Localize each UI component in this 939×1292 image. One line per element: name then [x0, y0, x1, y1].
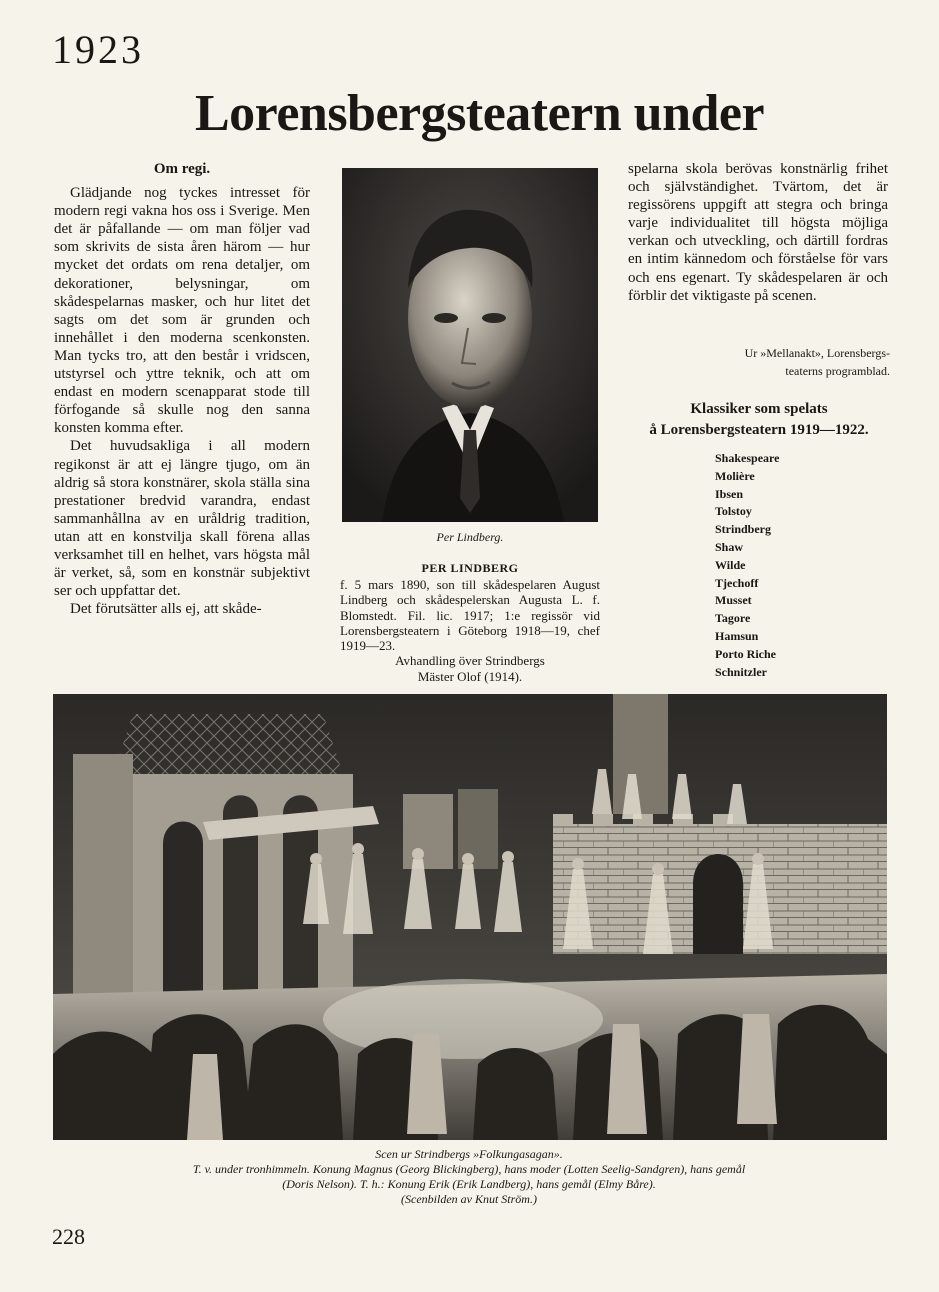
year-heading: 1923	[52, 27, 144, 72]
stage-photo	[53, 694, 887, 1140]
portrait-photo	[342, 168, 598, 522]
photo-caption-line: T. v. under tronhimmeln. Konung Magnus (Georg Blickingberg), hans moder (Lotten Seelig-Sandgren), hans gemål	[192, 1162, 746, 1176]
bio-thesis-line-2: Mäster Olof (1914).	[417, 668, 523, 684]
classics-heading-line-1: Klassiker som spelats	[690, 401, 828, 417]
article-source	[628, 344, 890, 380]
list-item: Shakespeare	[715, 451, 780, 465]
classics-heading-line-2: å Lorensbergsteatern 1919—1922.	[649, 422, 869, 438]
bio-text: f. 5 mars 1890, son till skådespelaren August Lindberg och skådespelerskan Augusta L. f. Blomstedt. Fil. lic. 1917; 1:e regissör vid Lorensbergsteatern i Göteborg 1918—19, chef 1919—23.	[340, 577, 600, 654]
article-paragraph: Det förutsätter alls ej, att skåde-	[70, 601, 262, 618]
bio-heading: PER LINDBERG	[421, 561, 519, 575]
article-subheading: Om regi.	[153, 161, 211, 177]
list-item: Tolstoy	[715, 504, 752, 519]
list-item: Shaw	[715, 539, 744, 554]
photo-caption	[44, 1147, 894, 1207]
portrait-caption: Per Lindberg.	[436, 530, 504, 544]
list-item: Wilde	[715, 557, 746, 572]
bio-thesis-line-1: Avhandling över Strindbergs	[395, 653, 545, 669]
photo-caption-line: (Doris Nelson). T. h.: Konung Erik (Erik Landberg), hans gemål (Elmy Båre).	[282, 1177, 656, 1191]
photo-caption-credit: (Scenbilden av Knut Ström.)	[401, 1192, 537, 1206]
photo-caption-title: Scen ur Strindbergs »Folkungasagan».	[375, 1147, 563, 1161]
page-number: 228	[52, 1224, 85, 1249]
page-headline: Lorensbergsteatern under	[195, 85, 765, 142]
classics-list	[715, 450, 779, 681]
list-item: Hamsun	[715, 628, 759, 643]
bio-text-block	[340, 577, 600, 684]
list-item: Ibsen	[715, 486, 744, 501]
article-paragraph: Glädjande nog tyckes intresset för modern regi vakna hos oss i Sverige. Men det är påfallande — om man följer vad som skrivits de sista åren härom — hur mycket det ordats om rena detaljer, om dekorationer, belysningar, om skådespelarnas masker, och hur litet det sagts om det som är grunden och innehållet i den moderna scenkonsten. Man tycks tro, att den består i vridscen, utstyrsel och yttre teknik, och att om endast en modern scenapparat stode till förfogande så skulle nog den sanna konsten komma efter.	[54, 185, 310, 437]
list-item: Schnitzler	[715, 664, 767, 679]
list-item: Molière	[715, 468, 755, 483]
source-line-2: teaterns programblad.	[785, 364, 890, 378]
source-line-1: Ur »Mellanakt», Lorensbergs-	[744, 346, 890, 360]
list-item: Musset	[715, 593, 752, 608]
article-continuation: spelarna skola berövas konstnärlig frihet och självständighet. Tvärtom, det är regissörens uppgift att stegra och bringa varje individualitet till högsta möjliga verkan och utveckling, och därtill fordras en intim kännedom och förståelse för vars och ens egenart. Ty skådespelaren är och förblir det viktigaste på scenen.	[628, 161, 888, 304]
list-item: Tjechoff	[715, 575, 759, 590]
list-item: Porto Riche	[715, 646, 776, 661]
article-column-1	[54, 160, 310, 618]
list-item: Tagore	[715, 611, 751, 626]
article-paragraph: Det huvudsakliga i all modern regikonst är att ej längre tjugo, om än aldrig så stora konstnärer, skola ställa sina prestationer bredvid varandra, endast sammanhållna av en uråldrig tradition, utan att en konstvilja skall förena allas verksamhet till en helhet, vars högsta mål är verket, så, som en konstnär subjektivt ser och uppfattar det.	[54, 438, 310, 600]
classics-heading	[628, 399, 890, 441]
list-item: Strindberg	[715, 522, 772, 537]
